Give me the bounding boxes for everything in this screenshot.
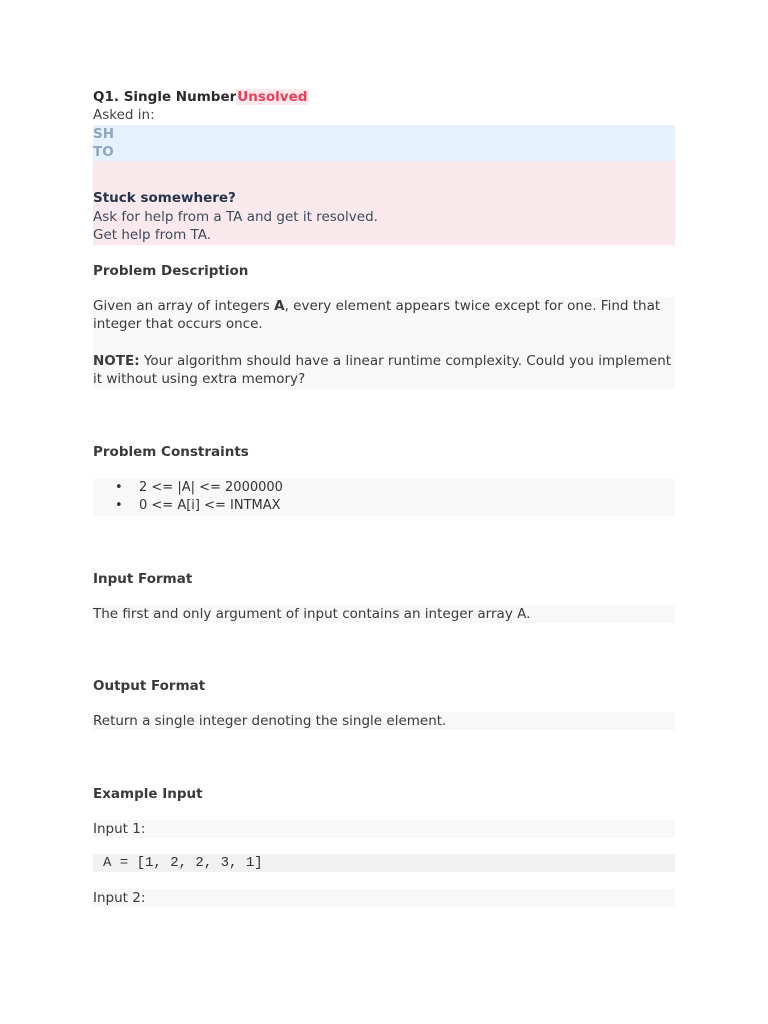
list-item: • 0 <= A[i] <= INTMAX: [93, 497, 675, 515]
list-item: • 2 <= |A| <= 2000000: [93, 479, 675, 497]
input2-label: Input 2:: [93, 889, 675, 907]
input-format-heading: Input Format: [93, 571, 193, 587]
problem-description-body: [93, 297, 675, 389]
input-format-text: The first and only argument of input contains an integer array A.: [93, 605, 675, 623]
output-format-heading: Output Format: [93, 678, 206, 694]
question-title: [93, 88, 675, 106]
note-paragraph: NOTE: Your algorithm should have a linear runtime complexity. Could you implement it without using extra memory?: [93, 353, 672, 387]
help-panel: [93, 161, 675, 245]
help-text: Ask for help from a TA and get it resolved.: [93, 208, 378, 225]
example-input-heading: Example Input: [93, 786, 203, 802]
input1-code: A = [1, 2, 2, 3, 1]: [93, 854, 675, 872]
status-badge: Unsolved: [237, 89, 308, 105]
description-paragraph: Given an array of integers A, every element appears twice except for one. Find that integer that occurs once.: [93, 298, 661, 332]
company-tag[interactable]: SH: [93, 126, 115, 142]
question-number: Q1.: [93, 89, 119, 105]
input1-label: Input 1:: [93, 820, 675, 838]
help-heading: Stuck somewhere?: [93, 190, 236, 206]
asked-in-label: Asked in:: [93, 107, 155, 123]
get-help-link[interactable]: Get help from TA.: [93, 227, 212, 243]
question-name: Single Number: [123, 89, 237, 105]
problem-constraints-heading: Problem Constraints: [93, 444, 249, 460]
company-list: [93, 125, 675, 161]
company-tag[interactable]: TO: [93, 144, 114, 160]
problem-description-heading: Problem Description: [93, 263, 249, 279]
constraints-list: [93, 479, 675, 516]
output-format-text: Return a single integer denoting the single element.: [93, 712, 675, 730]
